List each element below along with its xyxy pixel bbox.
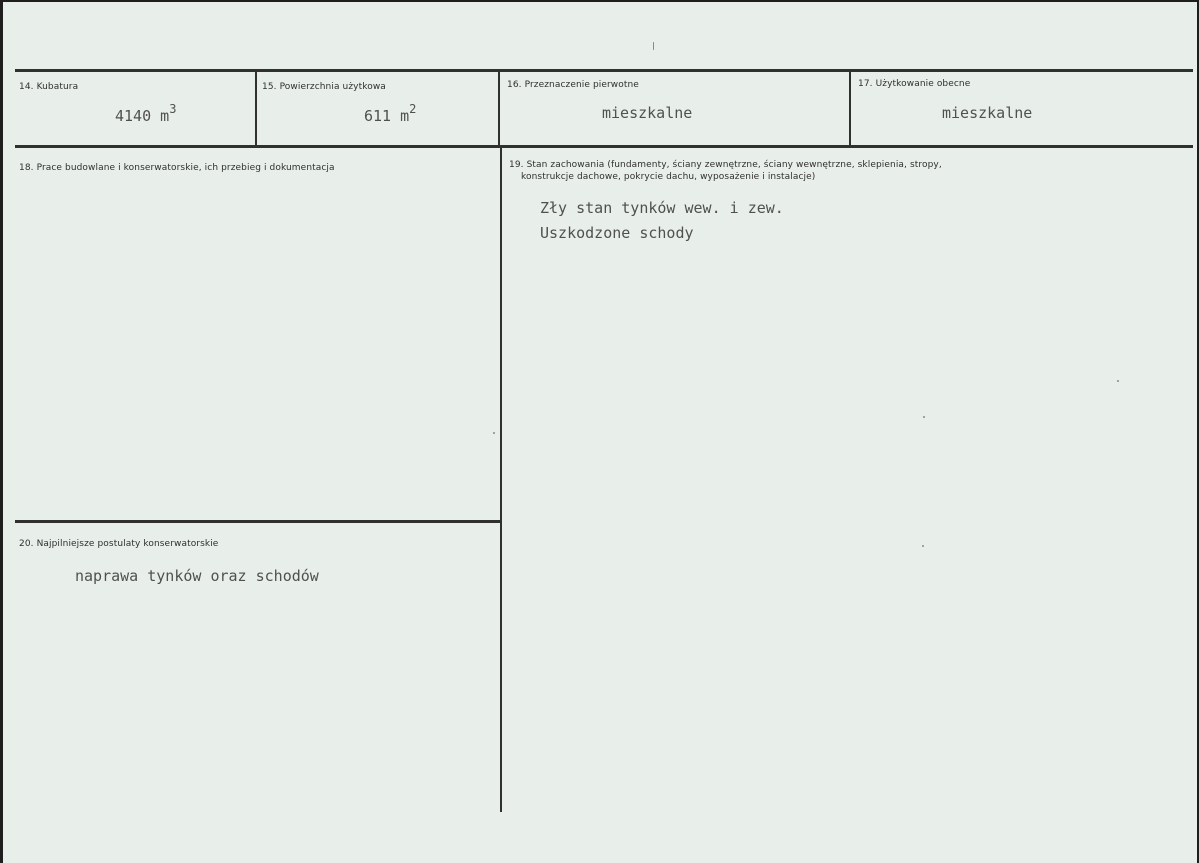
paper-speck <box>653 42 654 50</box>
paper-speck <box>922 545 924 547</box>
divider-15-16 <box>498 72 500 146</box>
kubatura-label: 14. Kubatura <box>19 82 79 92</box>
divider-main <box>500 148 502 812</box>
uzytkowanie-label: 17. Użytkowanie obecne <box>858 79 971 89</box>
row1-bottom-rule <box>15 145 1193 148</box>
top-rule <box>15 69 1193 72</box>
powierzchnia-unit-exponent: 2 <box>409 102 417 116</box>
kubatura-unit-exponent: 3 <box>169 102 177 116</box>
paper-speck <box>493 432 495 434</box>
stan-zachowania-text-line2: Uszkodzone schody <box>540 224 694 242</box>
powierzchnia-value-text: 611 m <box>364 107 410 125</box>
divider-18-20 <box>15 520 501 523</box>
paper-speck <box>923 416 925 418</box>
kubatura-value-text: 4140 m <box>115 107 170 125</box>
kubatura-value <box>115 104 176 125</box>
przeznaczenie-label: 16. Przeznaczenie pierwotne <box>507 80 639 90</box>
stan-zachowania-text-line1: Zły stan tynków wew. i zew. <box>540 199 784 217</box>
postulaty-label: 20. Najpilniejsze postulaty konserwatorskie <box>19 539 219 549</box>
stan-zachowania-label-line1: 19. Stan zachowania (fundamenty, ściany zewnętrzne, ściany wewnętrzne, sklepienia, stropy, <box>509 160 942 170</box>
postulaty-text: naprawa tynków oraz schodów <box>75 567 319 585</box>
przeznaczenie-value: mieszkalne <box>602 104 693 122</box>
stan-zachowania-label-line2: konstrukcje dachowe, pokrycie dachu, wyposażenie i instalacje) <box>521 172 816 182</box>
paper-speck <box>1117 380 1119 382</box>
powierzchnia-value <box>364 104 416 125</box>
prace-budowlane-label: 18. Prace budowlane i konserwatorskie, ich przebieg i dokumentacja <box>19 163 335 173</box>
divider-14-15 <box>255 72 257 146</box>
powierzchnia-label: 15. Powierzchnia użytkowa <box>262 82 386 92</box>
uzytkowanie-value: mieszkalne <box>942 104 1033 122</box>
divider-16-17 <box>849 72 851 146</box>
